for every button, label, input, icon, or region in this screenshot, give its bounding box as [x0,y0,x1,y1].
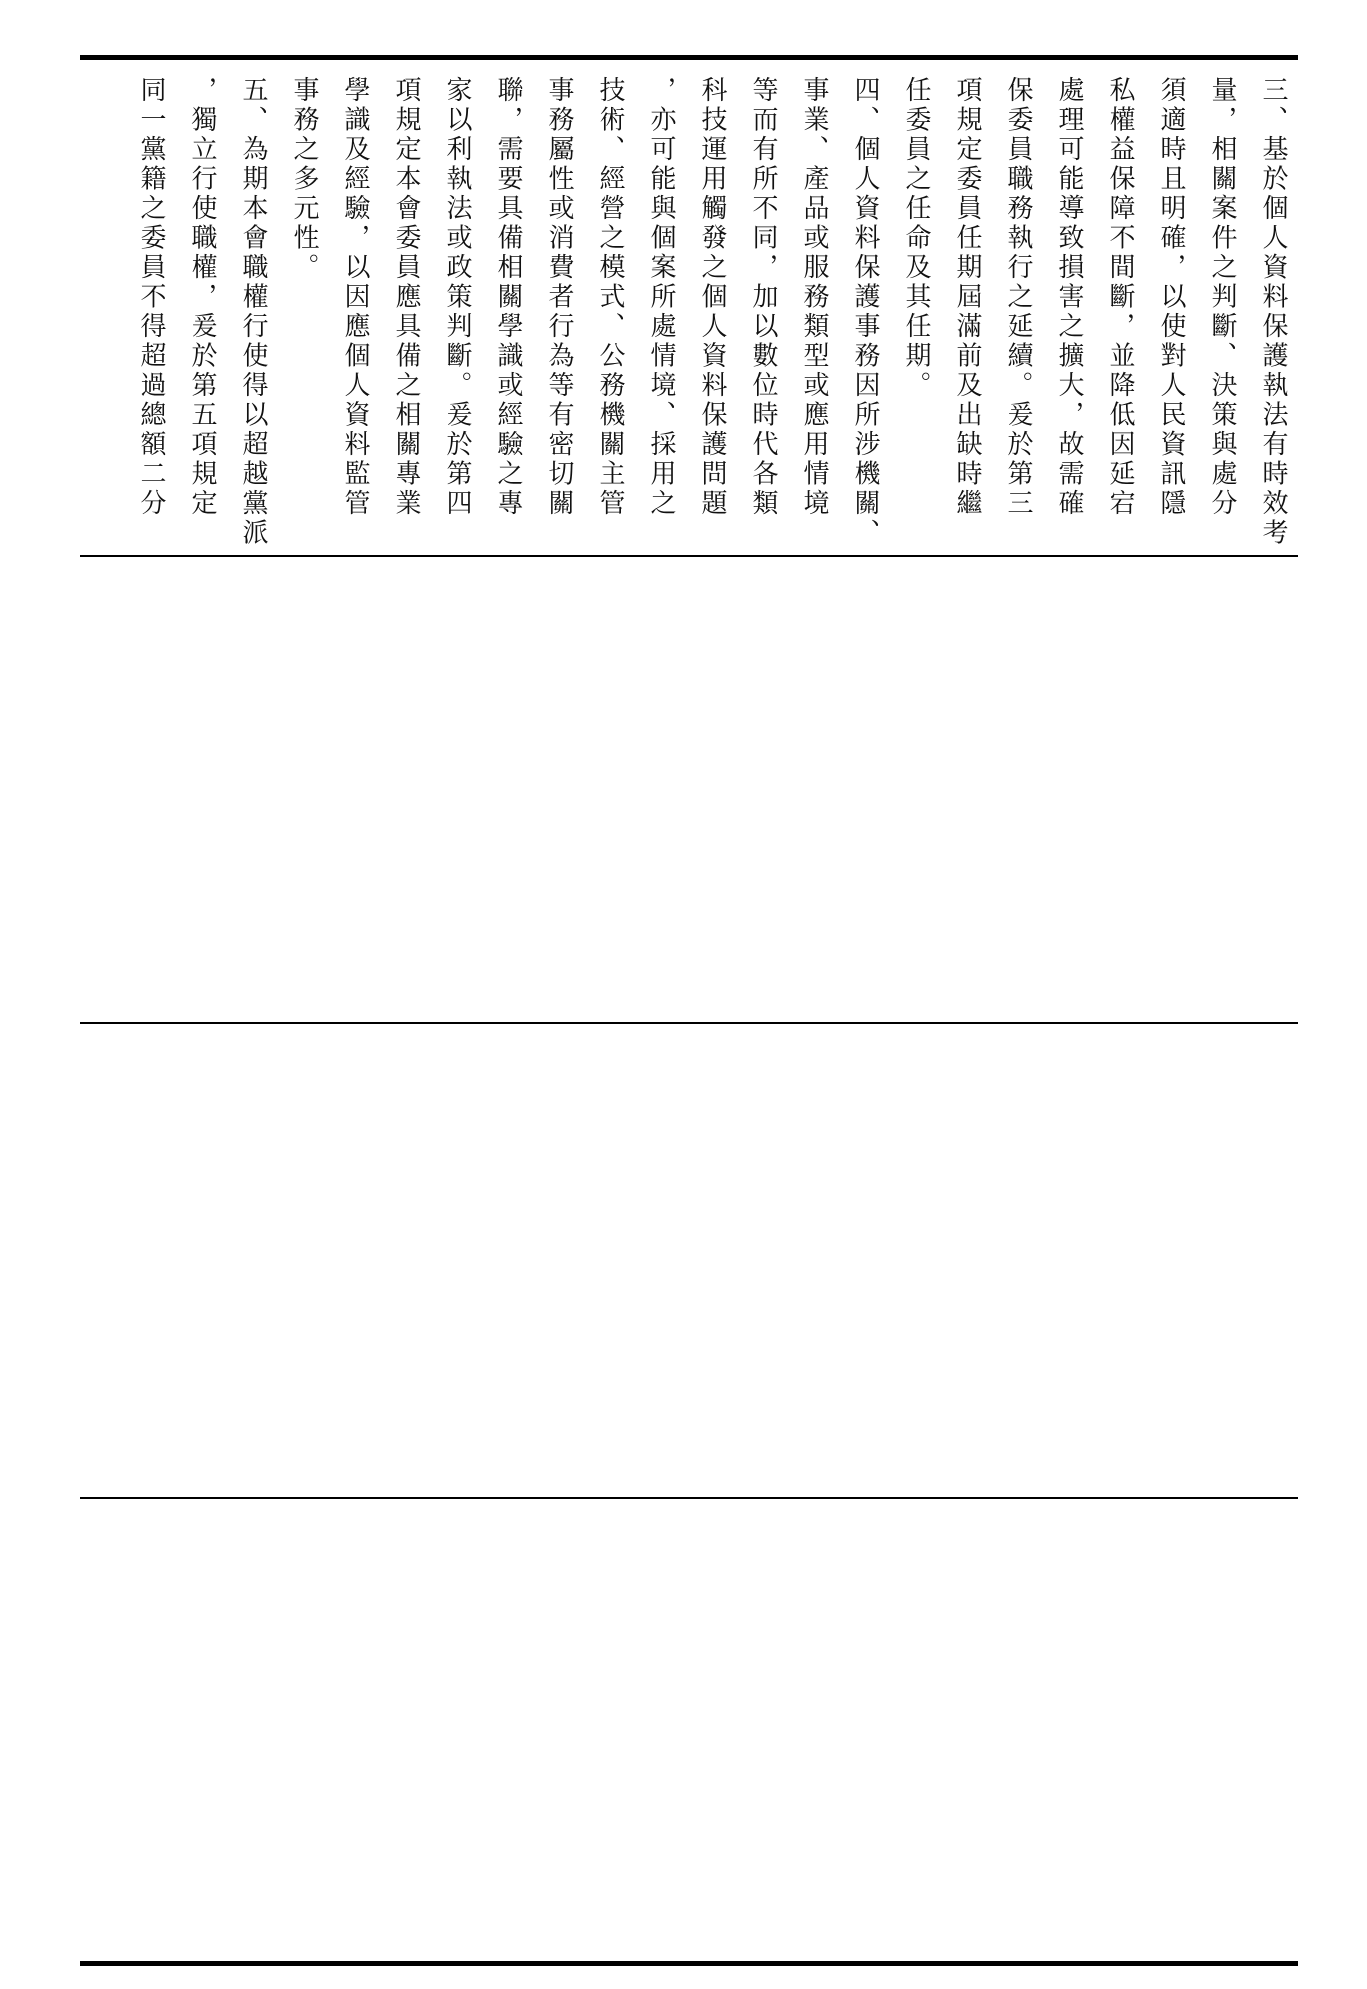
vertical-text-block [125,60,1298,555]
text-line: 三、基於個人資料保護執法有時效考 [1258,76,1288,548]
text-line: 須適時且明確，以使對人民資訊隱 [1156,76,1186,519]
text-section-1 [80,60,1298,555]
text-section-4 [80,1499,1298,1961]
text-line: 學識及經驗，以因應個人資料監管 [340,76,370,519]
text-line: 等而有所不同，加以數位時代各類 [748,76,778,519]
text-line: 事業、產品或服務類型或應用情境 [799,76,829,519]
text-line: 項規定本會委員應具備之相關專業 [391,76,421,519]
text-line: 私權益保障不間斷，並降低因延宕 [1105,76,1135,519]
text-section-3 [80,1024,1298,1497]
text-line: 事務屬性或消費者行為等有密切關 [544,76,574,519]
text-line: ，亦可能與個案所處情境、採用之 [646,76,676,519]
text-line: 處理可能導致損害之擴大，故需確 [1054,76,1084,519]
bottom-rule [80,1961,1298,1966]
text-line: 家以利執法或政策判斷。爰於第四 [442,76,472,519]
text-line: 量，相關案件之判斷、決策與處分 [1207,76,1237,519]
text-line: 事務之多元性。 [289,76,319,283]
text-line: 保委員職務執行之延續。爰於第三 [1003,76,1033,519]
text-line: ，獨立行使職權，爰於第五項規定 [187,76,217,519]
text-line: 同一黨籍之委員不得超過總額二分 [136,76,166,519]
text-line: 任委員之任命及其任期。 [901,76,931,401]
text-line: 項規定委員任期屆滿前及出缺時繼 [952,76,982,519]
text-line: 五、為期本會職權行使得以超越黨派 [238,76,268,548]
text-line: 技術、經營之模式、公務機關主管 [595,76,625,519]
text-line: 聯，需要具備相關學識或經驗之專 [493,76,523,519]
text-section-2 [80,557,1298,1022]
text-line: 四、個人資料保護事務因所涉機關、 [850,76,880,548]
text-line: 科技運用觸發之個人資料保護問題 [697,76,727,519]
